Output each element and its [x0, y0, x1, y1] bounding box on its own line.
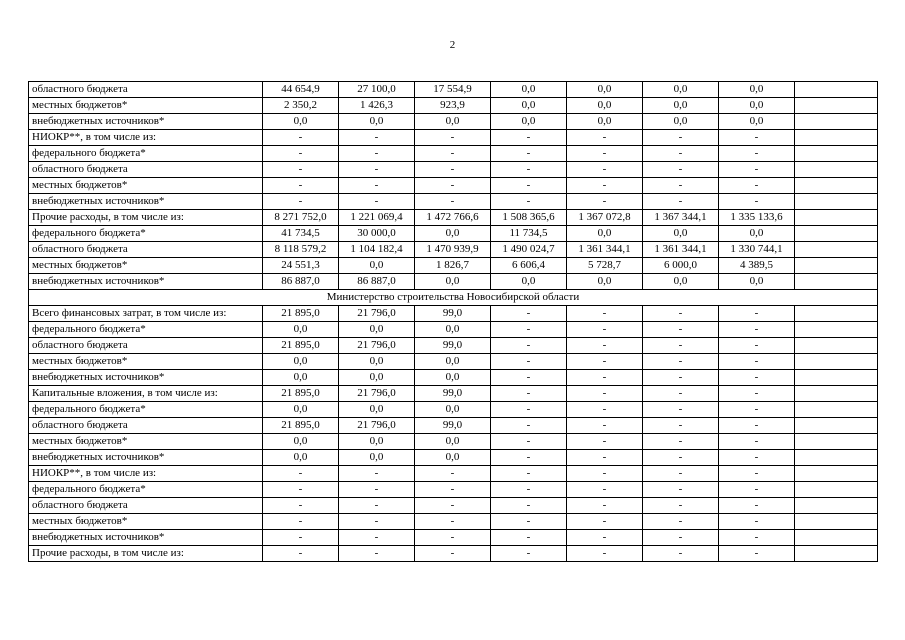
table-cell: 0,0: [339, 370, 415, 386]
table-row: [29, 434, 878, 450]
table-cell: -: [643, 514, 719, 530]
table-cell: [795, 546, 878, 562]
table-cell: -: [567, 370, 643, 386]
table-cell: 2 350,2: [263, 98, 339, 114]
row-label: внебюджетных источников*: [29, 194, 263, 210]
table-cell: 21 895,0: [263, 386, 339, 402]
table-row: [29, 370, 878, 386]
table-row: [29, 338, 878, 354]
table-cell: -: [567, 418, 643, 434]
row-label: Всего финансовых затрат, в том числе из:: [29, 306, 263, 322]
table-cell: 0,0: [339, 114, 415, 130]
table-row: [29, 210, 878, 226]
table-cell: 1 330 744,1: [719, 242, 795, 258]
table-cell: -: [263, 178, 339, 194]
row-label: областного бюджета: [29, 418, 263, 434]
table-cell: -: [263, 194, 339, 210]
table-cell: 0,0: [415, 434, 491, 450]
table-cell: -: [567, 194, 643, 210]
table-cell: -: [719, 130, 795, 146]
table-row: [29, 466, 878, 482]
table-cell: 21 796,0: [339, 338, 415, 354]
table-cell: -: [567, 498, 643, 514]
row-label: федерального бюджета*: [29, 482, 263, 498]
table-cell: -: [643, 482, 719, 498]
table-cell: -: [491, 514, 567, 530]
table-cell: 1 361 344,1: [643, 242, 719, 258]
table-cell: -: [415, 546, 491, 562]
table-cell: -: [567, 162, 643, 178]
table-cell: 41 734,5: [263, 226, 339, 242]
table-cell: -: [719, 482, 795, 498]
table-cell: [795, 370, 878, 386]
table-cell: -: [567, 354, 643, 370]
table-cell: -: [339, 178, 415, 194]
row-label: внебюджетных источников*: [29, 370, 263, 386]
table-row: [29, 178, 878, 194]
table-cell: 24 551,3: [263, 258, 339, 274]
table-cell: -: [719, 466, 795, 482]
section-header-row: [29, 290, 878, 306]
table-cell: 86 887,0: [263, 274, 339, 290]
table-cell: 1 221 069,4: [339, 210, 415, 226]
table-cell: -: [415, 194, 491, 210]
table-cell: -: [491, 482, 567, 498]
table-cell: -: [339, 498, 415, 514]
row-label: областного бюджета: [29, 82, 263, 98]
table-cell: 4 389,5: [719, 258, 795, 274]
table-row: [29, 514, 878, 530]
table-cell: 1 470 939,9: [415, 242, 491, 258]
table-cell: 0,0: [339, 450, 415, 466]
row-label: областного бюджета: [29, 338, 263, 354]
table-cell: 1 367 344,1: [643, 210, 719, 226]
table-cell: -: [491, 466, 567, 482]
table-cell: -: [643, 402, 719, 418]
table-row: [29, 450, 878, 466]
table-cell: 0,0: [567, 114, 643, 130]
table-cell: 0,0: [567, 98, 643, 114]
budget-table-body: [29, 82, 878, 562]
table-cell: 21 796,0: [339, 386, 415, 402]
budget-table: [28, 81, 878, 562]
table-cell: 21 895,0: [263, 306, 339, 322]
table-cell: -: [263, 546, 339, 562]
table-cell: [795, 354, 878, 370]
table-cell: -: [415, 178, 491, 194]
row-label: местных бюджетов*: [29, 354, 263, 370]
table-cell: -: [643, 306, 719, 322]
table-cell: -: [491, 162, 567, 178]
table-cell: 1 826,7: [415, 258, 491, 274]
table-cell: 21 895,0: [263, 418, 339, 434]
row-label: областного бюджета: [29, 498, 263, 514]
table-cell: -: [491, 450, 567, 466]
table-cell: 923,9: [415, 98, 491, 114]
table-cell: 1 367 072,8: [567, 210, 643, 226]
table-cell: 0,0: [719, 226, 795, 242]
table-cell: -: [643, 146, 719, 162]
table-cell: -: [567, 450, 643, 466]
table-cell: 1 361 344,1: [567, 242, 643, 258]
table-cell: -: [415, 498, 491, 514]
table-cell: 21 796,0: [339, 418, 415, 434]
row-label: Прочие расходы, в том числе из:: [29, 546, 263, 562]
table-cell: 21 895,0: [263, 338, 339, 354]
table-cell: 0,0: [719, 98, 795, 114]
table-cell: [795, 258, 878, 274]
table-cell: [795, 306, 878, 322]
table-cell: -: [719, 402, 795, 418]
table-cell: 0,0: [263, 450, 339, 466]
table-cell: [795, 226, 878, 242]
table-cell: 44 654,9: [263, 82, 339, 98]
table-cell: -: [339, 466, 415, 482]
row-label: НИОКР**, в том числе из:: [29, 466, 263, 482]
row-label: НИОКР**, в том числе из:: [29, 130, 263, 146]
table-cell: 0,0: [415, 402, 491, 418]
table-cell: -: [263, 162, 339, 178]
row-label: местных бюджетов*: [29, 514, 263, 530]
table-cell: 0,0: [415, 226, 491, 242]
table-cell: 1 472 766,6: [415, 210, 491, 226]
table-cell: 0,0: [415, 322, 491, 338]
table-cell: -: [719, 370, 795, 386]
table-cell: 6 606,4: [491, 258, 567, 274]
row-label: федерального бюджета*: [29, 402, 263, 418]
table-row: [29, 386, 878, 402]
table-cell: 0,0: [263, 434, 339, 450]
table-cell: -: [339, 146, 415, 162]
table-cell: 0,0: [263, 114, 339, 130]
row-label: федерального бюджета*: [29, 322, 263, 338]
table-cell: -: [567, 130, 643, 146]
table-cell: -: [719, 386, 795, 402]
table-cell: 8 271 752,0: [263, 210, 339, 226]
table-cell: [795, 210, 878, 226]
row-label: местных бюджетов*: [29, 98, 263, 114]
table-cell: [795, 146, 878, 162]
table-cell: -: [491, 354, 567, 370]
table-row: [29, 482, 878, 498]
row-label: местных бюджетов*: [29, 258, 263, 274]
table-cell: 0,0: [643, 274, 719, 290]
table-cell: [795, 418, 878, 434]
table-cell: -: [643, 370, 719, 386]
table-cell: 0,0: [415, 354, 491, 370]
table-cell: -: [491, 402, 567, 418]
table-cell: -: [719, 546, 795, 562]
table-cell: 21 796,0: [339, 306, 415, 322]
table-cell: -: [643, 322, 719, 338]
table-cell: 99,0: [415, 386, 491, 402]
table-cell: -: [643, 386, 719, 402]
table-cell: 0,0: [339, 402, 415, 418]
table-cell: -: [567, 322, 643, 338]
table-cell: -: [415, 146, 491, 162]
table-cell: [795, 338, 878, 354]
table-cell: [795, 322, 878, 338]
table-cell: -: [339, 482, 415, 498]
table-cell: -: [415, 530, 491, 546]
table-cell: -: [339, 162, 415, 178]
table-cell: 0,0: [643, 114, 719, 130]
row-label: федерального бюджета*: [29, 146, 263, 162]
table-cell: 0,0: [339, 258, 415, 274]
table-cell: 99,0: [415, 338, 491, 354]
table-cell: [795, 178, 878, 194]
table-cell: -: [719, 306, 795, 322]
table-cell: -: [719, 162, 795, 178]
table-cell: -: [643, 178, 719, 194]
table-row: [29, 114, 878, 130]
table-cell: -: [415, 482, 491, 498]
table-cell: [795, 82, 878, 98]
table-cell: 0,0: [719, 82, 795, 98]
table-cell: 0,0: [719, 274, 795, 290]
table-row: [29, 402, 878, 418]
table-cell: 0,0: [263, 322, 339, 338]
table-cell: -: [263, 130, 339, 146]
table-cell: [795, 194, 878, 210]
row-label: областного бюджета: [29, 162, 263, 178]
table-cell: [795, 434, 878, 450]
row-label: федерального бюджета*: [29, 226, 263, 242]
row-label: внебюджетных источников*: [29, 274, 263, 290]
table-cell: -: [491, 338, 567, 354]
table-cell: -: [415, 466, 491, 482]
table-cell: -: [643, 450, 719, 466]
table-cell: [795, 402, 878, 418]
table-cell: 0,0: [567, 274, 643, 290]
table-cell: 0,0: [491, 274, 567, 290]
table-row: [29, 98, 878, 114]
table-row: [29, 146, 878, 162]
table-cell: -: [567, 338, 643, 354]
table-cell: 11 734,5: [491, 226, 567, 242]
table-cell: -: [491, 498, 567, 514]
table-cell: 0,0: [415, 370, 491, 386]
table-cell: -: [491, 418, 567, 434]
table-cell: 1 490 024,7: [491, 242, 567, 258]
table-cell: -: [567, 386, 643, 402]
table-cell: 1 426,3: [339, 98, 415, 114]
table-cell: 0,0: [643, 82, 719, 98]
table-cell: -: [415, 130, 491, 146]
row-label: внебюджетных источников*: [29, 530, 263, 546]
table-cell: -: [415, 162, 491, 178]
table-cell: -: [263, 482, 339, 498]
table-cell: -: [567, 146, 643, 162]
table-cell: [795, 466, 878, 482]
table-cell: -: [491, 178, 567, 194]
table-cell: -: [263, 530, 339, 546]
table-cell: [795, 162, 878, 178]
table-cell: -: [643, 546, 719, 562]
table-cell: -: [719, 418, 795, 434]
table-row: [29, 130, 878, 146]
table-cell: 0,0: [643, 226, 719, 242]
table-cell: -: [719, 354, 795, 370]
table-cell: 5 728,7: [567, 258, 643, 274]
table-cell: 0,0: [263, 354, 339, 370]
table-cell: 30 000,0: [339, 226, 415, 242]
page-number: 2: [449, 39, 456, 51]
table-cell: 6 000,0: [643, 258, 719, 274]
table-row: [29, 530, 878, 546]
table-cell: 86 887,0: [339, 274, 415, 290]
table-cell: 27 100,0: [339, 82, 415, 98]
table-cell: 0,0: [491, 82, 567, 98]
table-cell: -: [643, 194, 719, 210]
table-cell: 17 554,9: [415, 82, 491, 98]
table-cell: 0,0: [339, 354, 415, 370]
table-row: [29, 354, 878, 370]
table-cell: 0,0: [491, 98, 567, 114]
table-cell: -: [567, 434, 643, 450]
table-row: [29, 82, 878, 98]
table-cell: -: [719, 498, 795, 514]
table-cell: 8 118 579,2: [263, 242, 339, 258]
table-row: [29, 498, 878, 514]
table-cell: -: [719, 178, 795, 194]
table-cell: -: [339, 194, 415, 210]
table-row: [29, 258, 878, 274]
table-cell: -: [339, 530, 415, 546]
table-cell: [795, 98, 878, 114]
table-cell: -: [643, 466, 719, 482]
table-cell: -: [567, 178, 643, 194]
row-label: местных бюджетов*: [29, 434, 263, 450]
table-cell: [795, 242, 878, 258]
table-cell: -: [719, 338, 795, 354]
table-cell: -: [643, 434, 719, 450]
table-cell: -: [643, 418, 719, 434]
table-row: [29, 242, 878, 258]
table-cell: -: [339, 546, 415, 562]
table-row: [29, 322, 878, 338]
table-cell: 0,0: [719, 114, 795, 130]
table-cell: -: [643, 530, 719, 546]
table-cell: [795, 274, 878, 290]
table-cell: -: [643, 498, 719, 514]
table-cell: -: [719, 450, 795, 466]
table-cell: [795, 114, 878, 130]
table-cell: -: [263, 466, 339, 482]
table-cell: -: [339, 514, 415, 530]
table-cell: -: [719, 434, 795, 450]
table-cell: -: [567, 514, 643, 530]
table-cell: -: [719, 322, 795, 338]
table-cell: [795, 386, 878, 402]
table-cell: -: [491, 194, 567, 210]
table-cell: -: [643, 130, 719, 146]
table-cell: [795, 450, 878, 466]
table-cell: 0,0: [415, 274, 491, 290]
table-cell: -: [491, 146, 567, 162]
table-cell: 0,0: [415, 114, 491, 130]
table-row: [29, 274, 878, 290]
row-label: местных бюджетов*: [29, 178, 263, 194]
table-cell: -: [415, 514, 491, 530]
table-cell: 0,0: [263, 370, 339, 386]
table-cell: -: [491, 130, 567, 146]
table-cell: -: [491, 530, 567, 546]
table-cell: -: [491, 434, 567, 450]
section-title: Министерство строительства Новосибирской области: [29, 290, 878, 306]
table-row: [29, 162, 878, 178]
table-row: [29, 306, 878, 322]
table-cell: -: [643, 162, 719, 178]
table-cell: -: [567, 530, 643, 546]
table-cell: -: [643, 338, 719, 354]
table-cell: 0,0: [491, 114, 567, 130]
table-cell: -: [719, 530, 795, 546]
table-cell: 0,0: [339, 434, 415, 450]
table-cell: -: [491, 322, 567, 338]
table-cell: 1 104 182,4: [339, 242, 415, 258]
table-cell: -: [719, 146, 795, 162]
table-cell: [795, 482, 878, 498]
row-label: Прочие расходы, в том числе из:: [29, 210, 263, 226]
table-cell: -: [567, 402, 643, 418]
row-label: Капитальные вложения, в том числе из:: [29, 386, 263, 402]
table-cell: -: [491, 370, 567, 386]
table-cell: 99,0: [415, 306, 491, 322]
table-row: [29, 418, 878, 434]
table-cell: [795, 130, 878, 146]
table-cell: -: [339, 130, 415, 146]
table-cell: -: [567, 306, 643, 322]
table-cell: 0,0: [643, 98, 719, 114]
table-cell: 1 508 365,6: [491, 210, 567, 226]
table-cell: [795, 530, 878, 546]
table-row: [29, 194, 878, 210]
table-cell: -: [491, 306, 567, 322]
table-cell: 0,0: [567, 82, 643, 98]
table-cell: 99,0: [415, 418, 491, 434]
table-cell: 0,0: [263, 402, 339, 418]
table-cell: -: [491, 546, 567, 562]
table-cell: -: [643, 354, 719, 370]
table-cell: 0,0: [567, 226, 643, 242]
table-cell: 0,0: [339, 322, 415, 338]
table-row: [29, 546, 878, 562]
table-cell: -: [263, 146, 339, 162]
table-cell: [795, 498, 878, 514]
table-cell: -: [719, 194, 795, 210]
table-row: [29, 226, 878, 242]
table-cell: -: [719, 514, 795, 530]
row-label: областного бюджета: [29, 242, 263, 258]
table-cell: -: [567, 466, 643, 482]
table-cell: 1 335 133,6: [719, 210, 795, 226]
table-cell: -: [491, 386, 567, 402]
table-cell: -: [263, 514, 339, 530]
table-cell: -: [567, 482, 643, 498]
row-label: внебюджетных источников*: [29, 114, 263, 130]
table-cell: -: [263, 498, 339, 514]
row-label: внебюджетных источников*: [29, 450, 263, 466]
table-cell: 0,0: [415, 450, 491, 466]
table-cell: -: [567, 546, 643, 562]
table-cell: [795, 514, 878, 530]
